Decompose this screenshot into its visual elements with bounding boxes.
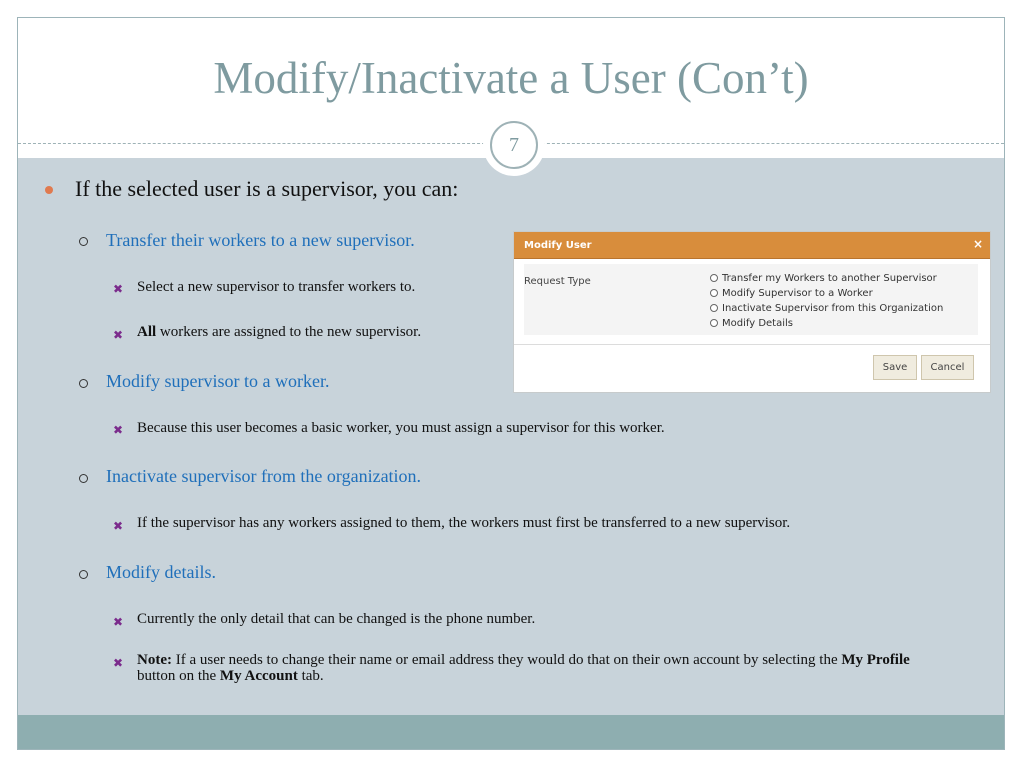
dialog-title: Modify User	[524, 240, 592, 251]
heading-transfer: Transfer their workers to a new supervisor.	[106, 230, 415, 250]
bullet-circle-icon	[79, 474, 88, 483]
bullet-all-workers	[137, 324, 421, 341]
main-bullet-text: If the selected user is a supervisor, you can:	[75, 176, 459, 201]
heading-modify-supervisor: Modify supervisor to a worker.	[106, 371, 330, 391]
slide-number: 7	[490, 121, 538, 169]
bullet-circle-icon	[79, 570, 88, 579]
cancel-button[interactable]: Cancel	[921, 355, 974, 380]
modify-user-dialog	[513, 231, 991, 393]
heading-modify-details: Modify details.	[106, 562, 216, 582]
option-modify-to-worker[interactable]	[710, 288, 873, 299]
radio-icon[interactable]	[710, 289, 718, 297]
bullet-circle-icon	[79, 379, 88, 388]
bold-all: All	[137, 324, 157, 340]
radio-icon[interactable]	[710, 319, 718, 327]
bullet-x-icon: ✖	[113, 519, 124, 533]
bullet-select-supervisor: Select a new supervisor to transfer workers to.	[137, 279, 416, 295]
option-label: Transfer my Workers to another Supervisor	[722, 273, 937, 284]
slide-frame	[17, 17, 1005, 750]
bullet-all-workers-text: workers are assigned to the new supervisor.	[156, 324, 422, 340]
option-label: Inactivate Supervisor from this Organization	[722, 303, 944, 314]
option-transfer-workers[interactable]	[710, 273, 937, 284]
close-icon[interactable]: ×	[972, 237, 983, 251]
bullet-x-icon: ✖	[113, 656, 124, 670]
option-label: Modify Details	[722, 318, 793, 329]
option-inactivate-supervisor[interactable]	[710, 303, 943, 314]
dialog-header	[514, 232, 990, 259]
note-text-a: If a user needs to change their name or email address they would do that on their own account by selecting the	[171, 652, 842, 668]
radio-icon[interactable]	[710, 304, 718, 312]
dialog-divider	[514, 344, 990, 345]
bullet-note	[137, 652, 927, 684]
heading-inactivate: Inactivate supervisor from the organization.	[106, 466, 422, 486]
bullet-dot-icon	[45, 186, 53, 194]
bullet-circle-icon	[79, 237, 88, 246]
bullet-x-icon: ✖	[113, 615, 124, 629]
note-text-c: tab.	[297, 668, 324, 684]
bullet-x-icon: ✖	[113, 328, 124, 342]
footer-bar	[18, 715, 1004, 750]
bold-note: Note:	[137, 652, 172, 668]
bold-my-account: My Account	[219, 668, 298, 684]
radio-icon[interactable]	[710, 274, 718, 282]
slide-title: Modify/Inactivate a User (Con’t)	[213, 53, 809, 103]
save-button[interactable]: Save	[873, 355, 917, 380]
note-text-b: button on the	[137, 668, 220, 684]
request-type-label: Request Type	[524, 276, 591, 287]
bullet-x-icon: ✖	[113, 423, 124, 437]
bullet-phone-number: Currently the only detail that can be changed is the phone number.	[137, 611, 536, 627]
bullet-basic-worker: Because this user becomes a basic worker, you must assign a supervisor for this worker.	[137, 420, 665, 436]
option-label: Modify Supervisor to a Worker	[722, 288, 873, 299]
bullet-workers-transferred: If the supervisor has any workers assigned to them, the workers must first be transferred to a new supervisor.	[137, 515, 791, 531]
bullet-x-icon: ✖	[113, 282, 124, 296]
bold-my-profile: My Profile	[841, 652, 910, 668]
option-modify-details[interactable]	[710, 318, 793, 329]
